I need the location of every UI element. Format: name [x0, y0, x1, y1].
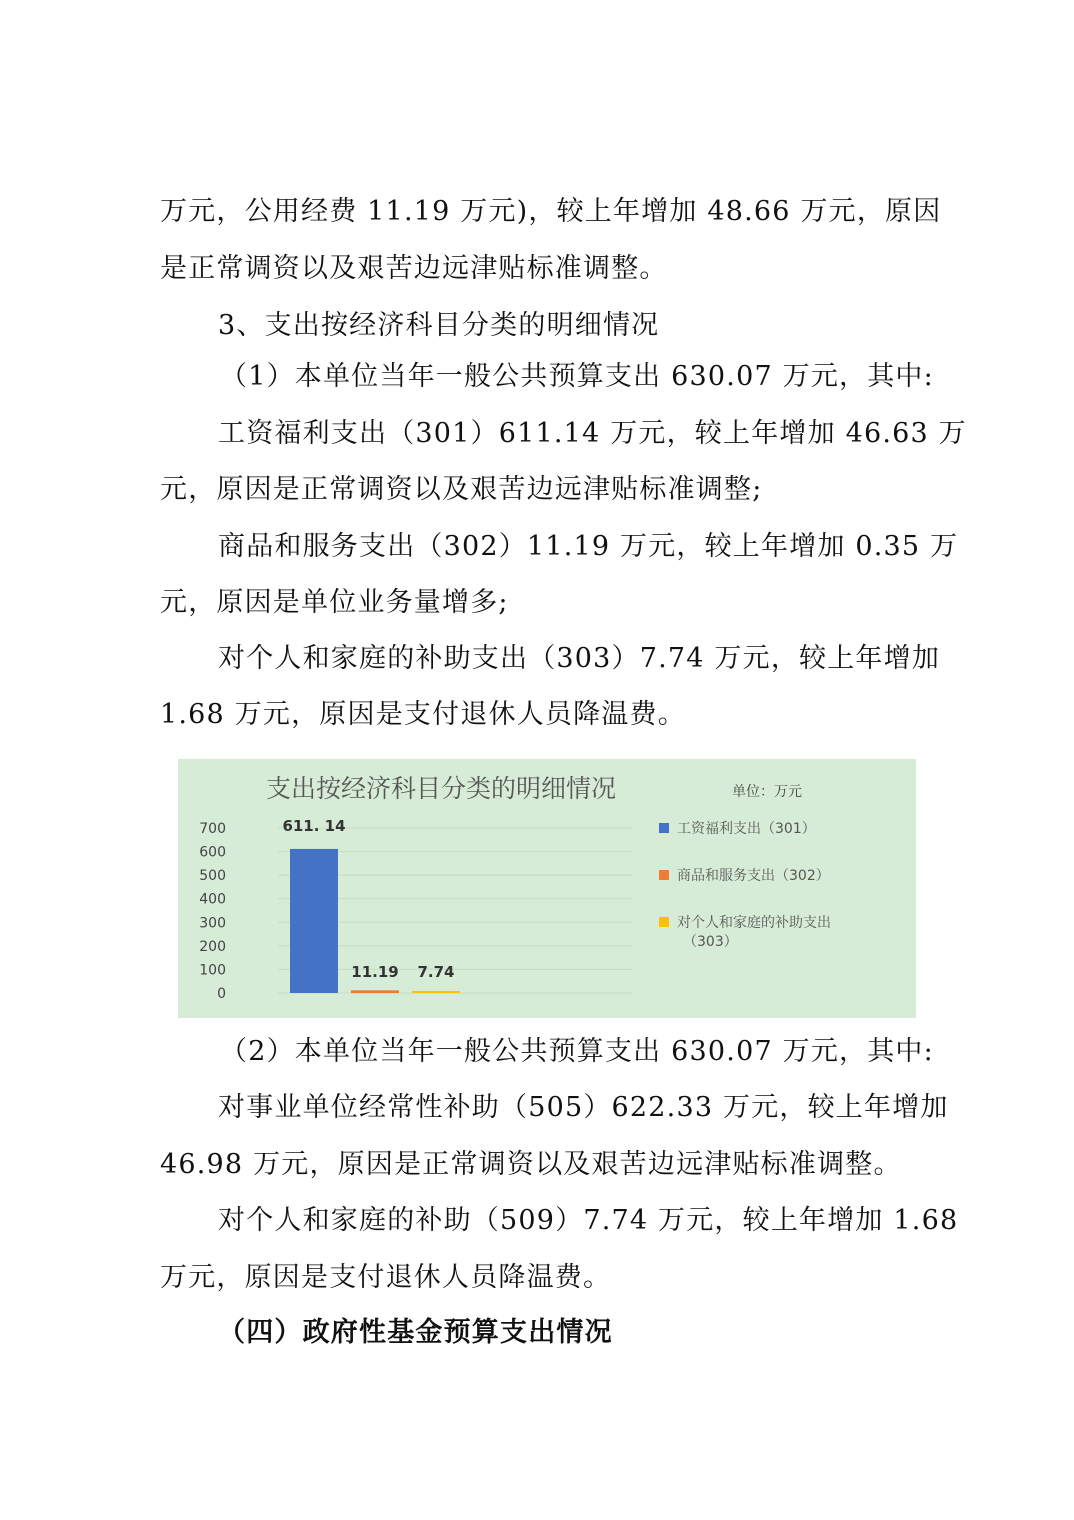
legend-label: （303） [683, 934, 738, 950]
bar-value-label: 7.74 [417, 963, 455, 981]
chart-title: 支出按经济科目分类的明细情况 [266, 774, 617, 803]
y-axis-ticks [199, 821, 226, 1002]
section-heading: 3、支出按经济科目分类的明细情况 [218, 310, 660, 341]
legend-swatch [659, 870, 669, 880]
paragraph-line: 工资福利支出（301）611.14 万元，较上年增加 46.63 万 [218, 418, 967, 449]
bars [282, 817, 460, 993]
paragraph-line: 商品和服务支出（302）11.19 万元，较上年增加 0.35 万 [218, 531, 959, 562]
paragraph-line: 万元，原因是支付退休人员降温费。 [160, 1262, 612, 1293]
subsection-heading: （2）本单位当年一般公共预算支出 630.07 万元，其中: [220, 1036, 934, 1067]
y-tick-label: 200 [199, 938, 226, 955]
bar-value-label: 611. 14 [282, 816, 346, 835]
legend [659, 820, 831, 950]
section-heading: （四）政府性基金预算支出情况 [218, 1317, 613, 1348]
paragraph-line: 万元，公用经费 11.19 万元)，较上年增加 48.66 万元，原因 [160, 196, 942, 227]
paragraph-line: 元，原因是正常调资以及艰苦边远津贴标准调整; [160, 474, 763, 505]
y-tick-label: 100 [199, 962, 226, 979]
legend-label: 对个人和家庭的补助支出 [677, 915, 831, 931]
bar [290, 849, 338, 993]
y-tick-label: 400 [199, 891, 226, 908]
legend-label: 商品和服务支出（302） [677, 868, 830, 884]
y-tick-label: 500 [199, 868, 226, 885]
bar-value-label: 11.19 [351, 963, 399, 981]
legend-label: 工资福利支出（301） [677, 821, 816, 837]
legend-swatch [659, 917, 669, 927]
chart-unit-label: 单位：万元 [732, 784, 802, 800]
paragraph-line: 46.98 万元，原因是正常调资以及艰苦边远津贴标准调整。 [160, 1149, 902, 1180]
legend-swatch [659, 823, 669, 833]
bar [351, 990, 399, 993]
y-tick-label: 600 [199, 844, 226, 861]
y-tick-label: 700 [199, 821, 226, 837]
chart-canvas [178, 759, 916, 1018]
paragraph-line: 是正常调资以及艰苦边远津贴标准调整。 [160, 253, 668, 284]
paragraph-line: 元，原因是单位业务量增多; [160, 587, 509, 618]
paragraph-line: 对个人和家庭的补助（509）7.74 万元，较上年增加 1.68 [218, 1205, 959, 1236]
expenditure-bar-chart [178, 759, 916, 1018]
paragraph-line: 1.68 万元，原因是支付退休人员降温费。 [160, 699, 686, 730]
subsection-heading: （1）本单位当年一般公共预算支出 630.07 万元，其中: [220, 361, 934, 392]
y-tick-label: 0 [217, 986, 226, 1002]
paragraph-line: 对事业单位经常性补助（505）622.33 万元，较上年增加 [218, 1092, 949, 1123]
bar [412, 991, 460, 993]
paragraph-line: 对个人和家庭的补助支出（303）7.74 万元，较上年增加 [218, 643, 941, 674]
y-tick-label: 300 [199, 915, 226, 932]
